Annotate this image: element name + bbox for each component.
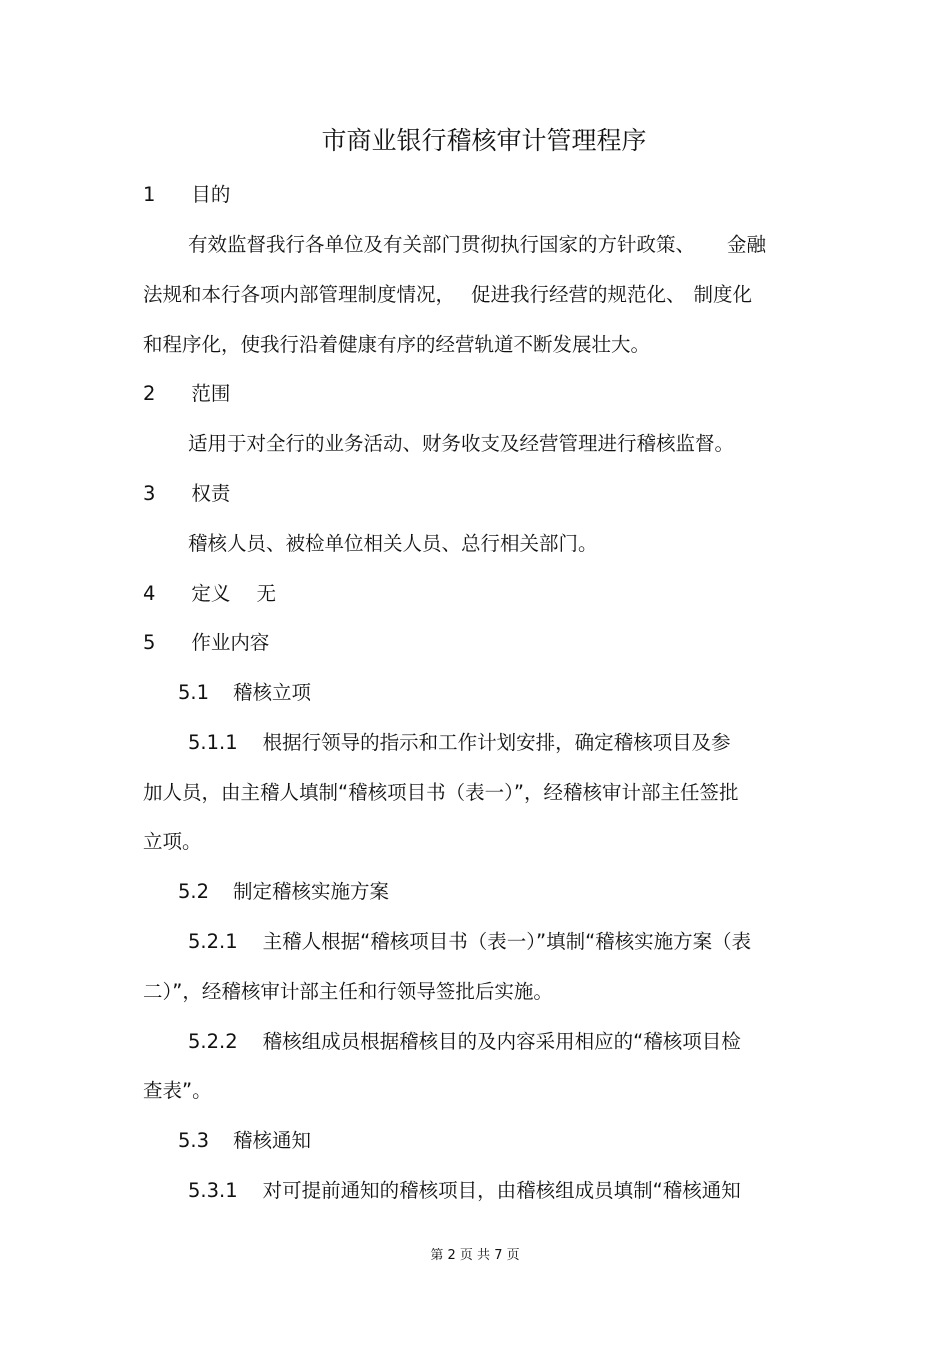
- paragraph-line: 5.1.1 根据行领导的指示和工作计划安排，确定稽核项目及参: [188, 731, 731, 754]
- subsection-5-1-heading: 5.1 稽核立项: [178, 681, 312, 704]
- paragraph-line: 稽核人员、被检单位相关人员、总行相关部门。: [188, 532, 598, 555]
- paragraph-line: 查表”。: [143, 1079, 212, 1102]
- paragraph-line: 法规和本行各项内部管理制度情况， 促进我行经营的规范化、 制度化: [143, 283, 753, 306]
- section-5-heading: 5 作业内容: [143, 631, 270, 654]
- paragraph-line: 加人员，由主稽人填制“稽核项目书（表一）”，经稽核审计部主任签批: [143, 781, 739, 804]
- section-3-heading: 3 权责: [143, 482, 231, 505]
- paragraph-line: 5.2.1 主稽人根据“稽核项目书（表一）”填制“稽核实施方案（表: [188, 930, 752, 953]
- paragraph-line: 立项。: [143, 830, 202, 853]
- paragraph-line: 有效监督我行各单位及有关部门贯彻执行国家的方针政策、 金融: [188, 233, 767, 256]
- section-title: 目的: [191, 183, 231, 206]
- total-page-count: 7: [494, 1248, 503, 1263]
- paragraph-line: 二）”，经稽核审计部主任和行领导签批后实施。: [143, 980, 553, 1003]
- document-title: 市商业银行稽核审计管理程序: [321, 126, 647, 155]
- subsection-5-2-heading: 5.2 制定稽核实施方案: [178, 880, 390, 903]
- page-footer: 第 2 页 共 7 页: [430, 1248, 520, 1263]
- section-1-heading: [143, 183, 230, 207]
- paragraph-line: 适用于对全行的业务活动、财务收支及经营管理进行稽核监督。: [188, 432, 735, 455]
- section-number: 1: [143, 183, 156, 206]
- paragraph-line: 5.3.1 对可提前通知的稽核项目，由稽核组成员填制“稽核通知: [188, 1179, 741, 1202]
- current-page-number: 2: [447, 1248, 456, 1263]
- paragraph-line: 和程序化，使我行沿着健康有序的经营轨道不断发展壮大。: [143, 333, 651, 356]
- section-4-heading: 4 定义 无: [143, 582, 276, 605]
- section-2-heading: 2 范围: [143, 382, 231, 405]
- paragraph-line: 5.2.2 稽核组成员根据稽核目的及内容采用相应的“稽核项目检: [188, 1030, 741, 1053]
- subsection-5-3-heading: 5.3 稽核通知: [178, 1129, 312, 1152]
